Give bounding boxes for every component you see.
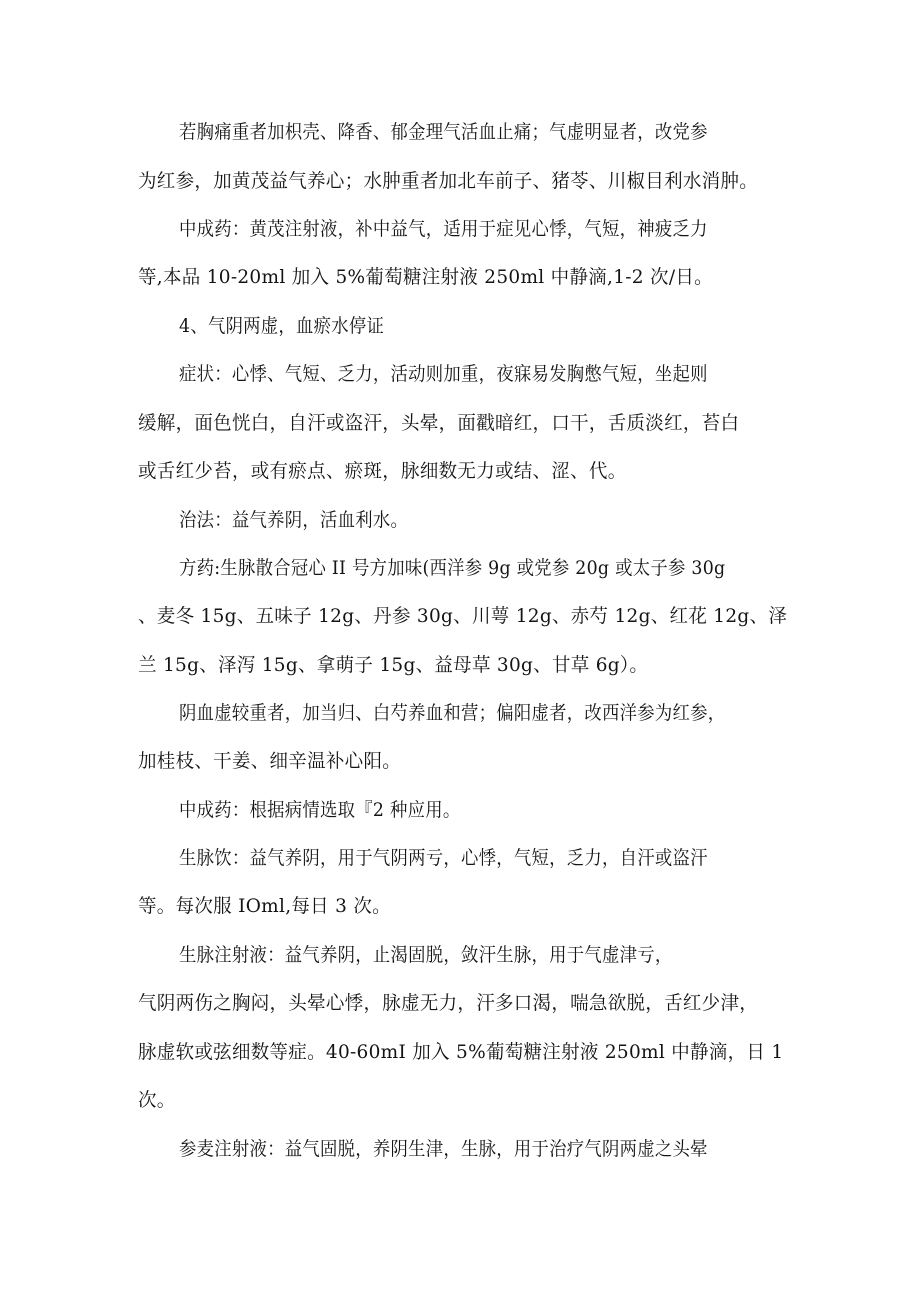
text-line: 生脉饮：益气养阴，用于气阴两亏，心悸，气短，乏力，自汗或盗汗 (179, 847, 708, 869)
text-line: 、麦冬 15g、五味子 12g、丹参 30g、川萼 12g、赤芍 12g、红花 12g、泽 (138, 605, 788, 627)
text-line: 中成药：根据病情选取『2 种应用。 (179, 799, 461, 821)
text-line: 生脉注射液：益气养阴，止渴固脱，敛汗生脉，用于气虚津亏， (179, 944, 673, 966)
text-line: 中成药：黄茂注射液，补中益气，适用于症见心悸，气短，神疲乏力 (179, 218, 708, 240)
text-line: 为红参，加黄茂益气养心；水肿重者加北车前子、猪苓、川椒目利水消肿。 (138, 170, 759, 192)
text-line: 等。每次服 IOml,每日 3 次。 (138, 895, 391, 917)
text-line: 缓解，面色恍白，自汗或盗汗，头晕，面戳暗红，口干，舌质淡红，苔白 (138, 412, 740, 434)
text-line: 治法：益气养阴，活血利水。 (179, 509, 409, 531)
text-line: 若胸痛重者加枳壳、降香、郁金理气活血止痛；气虚明显者，改党参 (179, 121, 708, 143)
text-line: 气阴两伤之胸闷，头晕心悸，脉虚无力，汗多口渴，喘急欲脱，舌红少津， (138, 992, 759, 1014)
text-line: 等,本品 10-20ml 加入 5%葡萄糖注射液 250ml 中静滴,1-2 次/日。 (138, 266, 713, 288)
text-line: 阴血虚较重者，加当归、白芍养血和营；偏阳虚者，改西洋参为红参， (179, 702, 726, 724)
text-line: 脉虚软或弦细数等症。40-60mI 加入 5%葡萄糖注射液 250ml 中静滴，日 1 (138, 1041, 784, 1063)
text-line: 或舌红少苔，或有瘀点、瘀斑，脉细数无力或结、涩、代。 (138, 460, 627, 482)
section-heading: 4、气阴两虚，血瘀水停证 (179, 315, 385, 337)
text-line: 次。 (138, 1089, 176, 1111)
text-line: 症状：心悸、气短、乏力，活动则加重，夜寐易发胸憋气短，坐起则 (179, 363, 708, 385)
text-line: 方药:生脉散合冠心 II 号方加味(西洋参 9g 或党参 20g 或太子参 30g (179, 557, 726, 579)
text-line: 参麦注射液：益气固脱，养阴生津，生脉，用于治疗气阴两虚之头晕 (179, 1138, 708, 1160)
text-line: 兰 15g、泽泻 15g、拿萌子 15g、益母草 30g、甘草 6g）。 (138, 654, 649, 676)
text-line: 加桂枝、干姜、细辛温补心阳。 (138, 750, 402, 772)
